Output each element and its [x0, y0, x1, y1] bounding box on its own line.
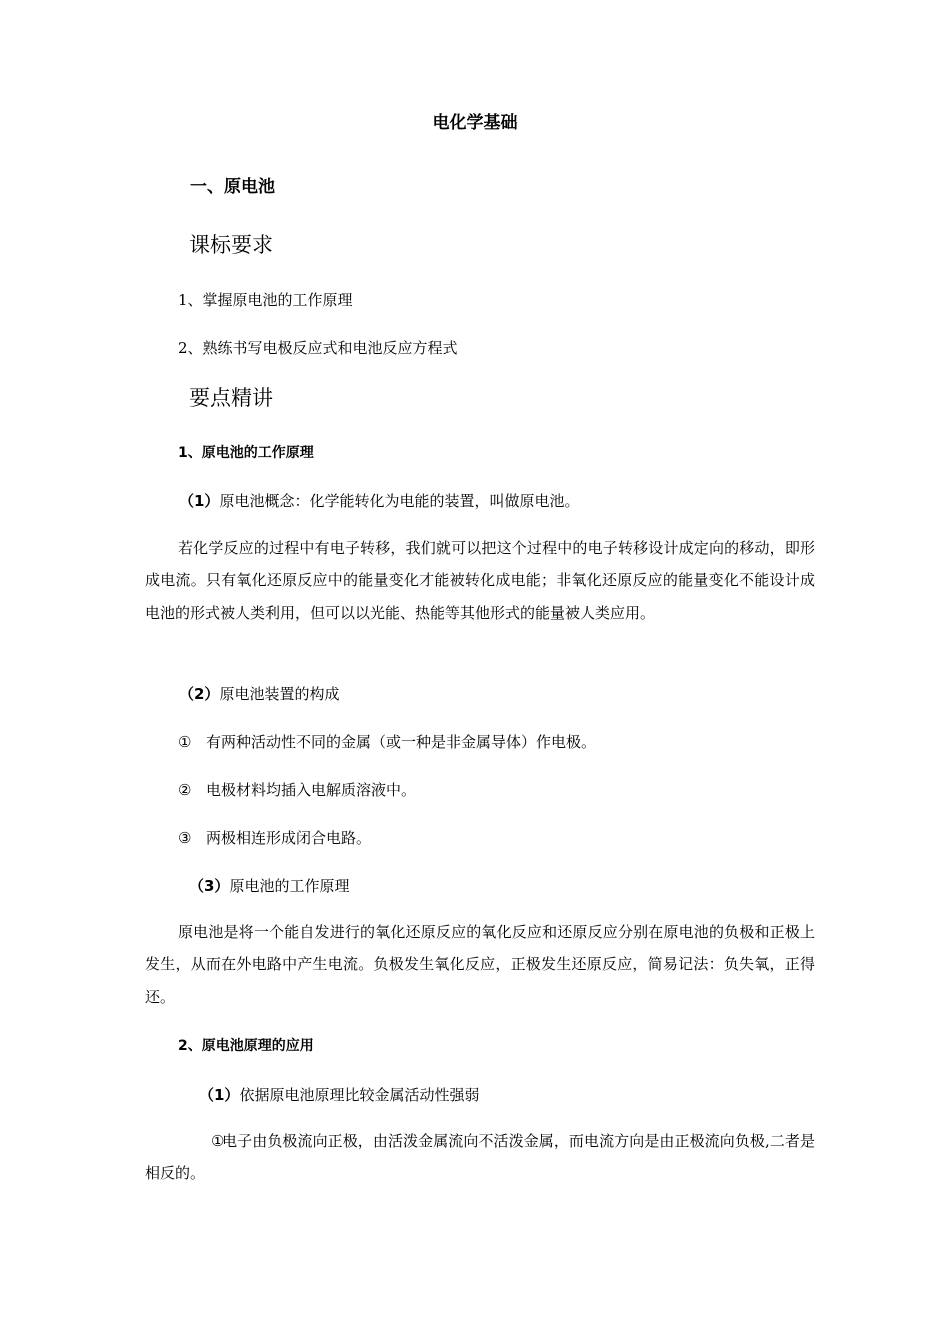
paragraph-electron-flow	[145, 1125, 815, 1190]
composition-line	[179, 683, 339, 704]
section-heading: 一、原电池	[190, 177, 275, 197]
condition-item-2	[178, 779, 416, 800]
paragraph-electron-transfer: 若化学反应的过程中有电子转移，我们就可以把这个过程中的电子转移设计成定向的移动，即形成电流。只有氧化还原反应中的能量变化才能被转化成电能；非氧化还原反应的能量变化不能设计成电池的形式被人类利用，但可以以光能、热能等其他形式的能量被人类应用。	[145, 539, 815, 622]
standards-item-2: 2、熟练书写电极反应式和电池反应方程式	[178, 339, 458, 357]
working-principle-text: 原电池的工作原理	[229, 877, 350, 895]
condition-text-3: 两极相连形成闭合电路。	[206, 829, 372, 847]
condition-item-3	[178, 827, 371, 848]
working-principle-line	[189, 875, 349, 896]
composition-text: 原电池装置的构成	[219, 685, 340, 703]
concept-text: 原电池概念：化学能转化为电能的装置，叫做原电池。	[219, 492, 580, 510]
electron-flow-mark: ①	[211, 1132, 225, 1150]
working-principle-number: （3）	[189, 877, 230, 895]
composition-number: （2）	[179, 685, 220, 703]
subsection-heading-2: 2、原电池原理的应用	[178, 1038, 314, 1054]
concept-line	[179, 490, 579, 511]
concept-number: （1）	[179, 492, 220, 510]
application-text: 依据原电池原理比较金属活动性强弱	[239, 1086, 480, 1104]
application-line	[199, 1084, 479, 1105]
condition-text-2: 电极材料均插入电解质溶液中。	[206, 781, 417, 799]
condition-mark-3: ③	[178, 829, 192, 847]
condition-mark-2: ②	[178, 781, 192, 799]
condition-text-1: 有两种活动性不同的金属（或一种是非金属导体）作电极。	[206, 733, 597, 751]
condition-item-1	[178, 731, 596, 752]
standards-heading: 课标要求	[189, 233, 273, 257]
key-points-heading: 要点精讲	[189, 386, 273, 410]
subsection-heading-1: 1、原电池的工作原理	[178, 445, 314, 461]
standards-item-1: 1、掌握原电池的工作原理	[178, 291, 353, 309]
application-number: （1）	[199, 1086, 240, 1104]
paragraph-working-principle: 原电池是将一个能自发进行的氧化还原反应的氧化反应和还原反应分别在原电池的负极和正极上发生，从而在外电路中产生电流。负极发生氧化反应，正极发生还原反应，简易记法：负失氧，正得还。	[145, 923, 815, 1006]
condition-mark-1: ①	[178, 733, 192, 751]
document-title: 电化学基础	[432, 113, 518, 133]
electron-flow-text: 电子由负极流向正极，由活泼金属流向不活泼金属，而电流方向是由正极流向负极,二者是相反的。	[145, 1132, 815, 1183]
